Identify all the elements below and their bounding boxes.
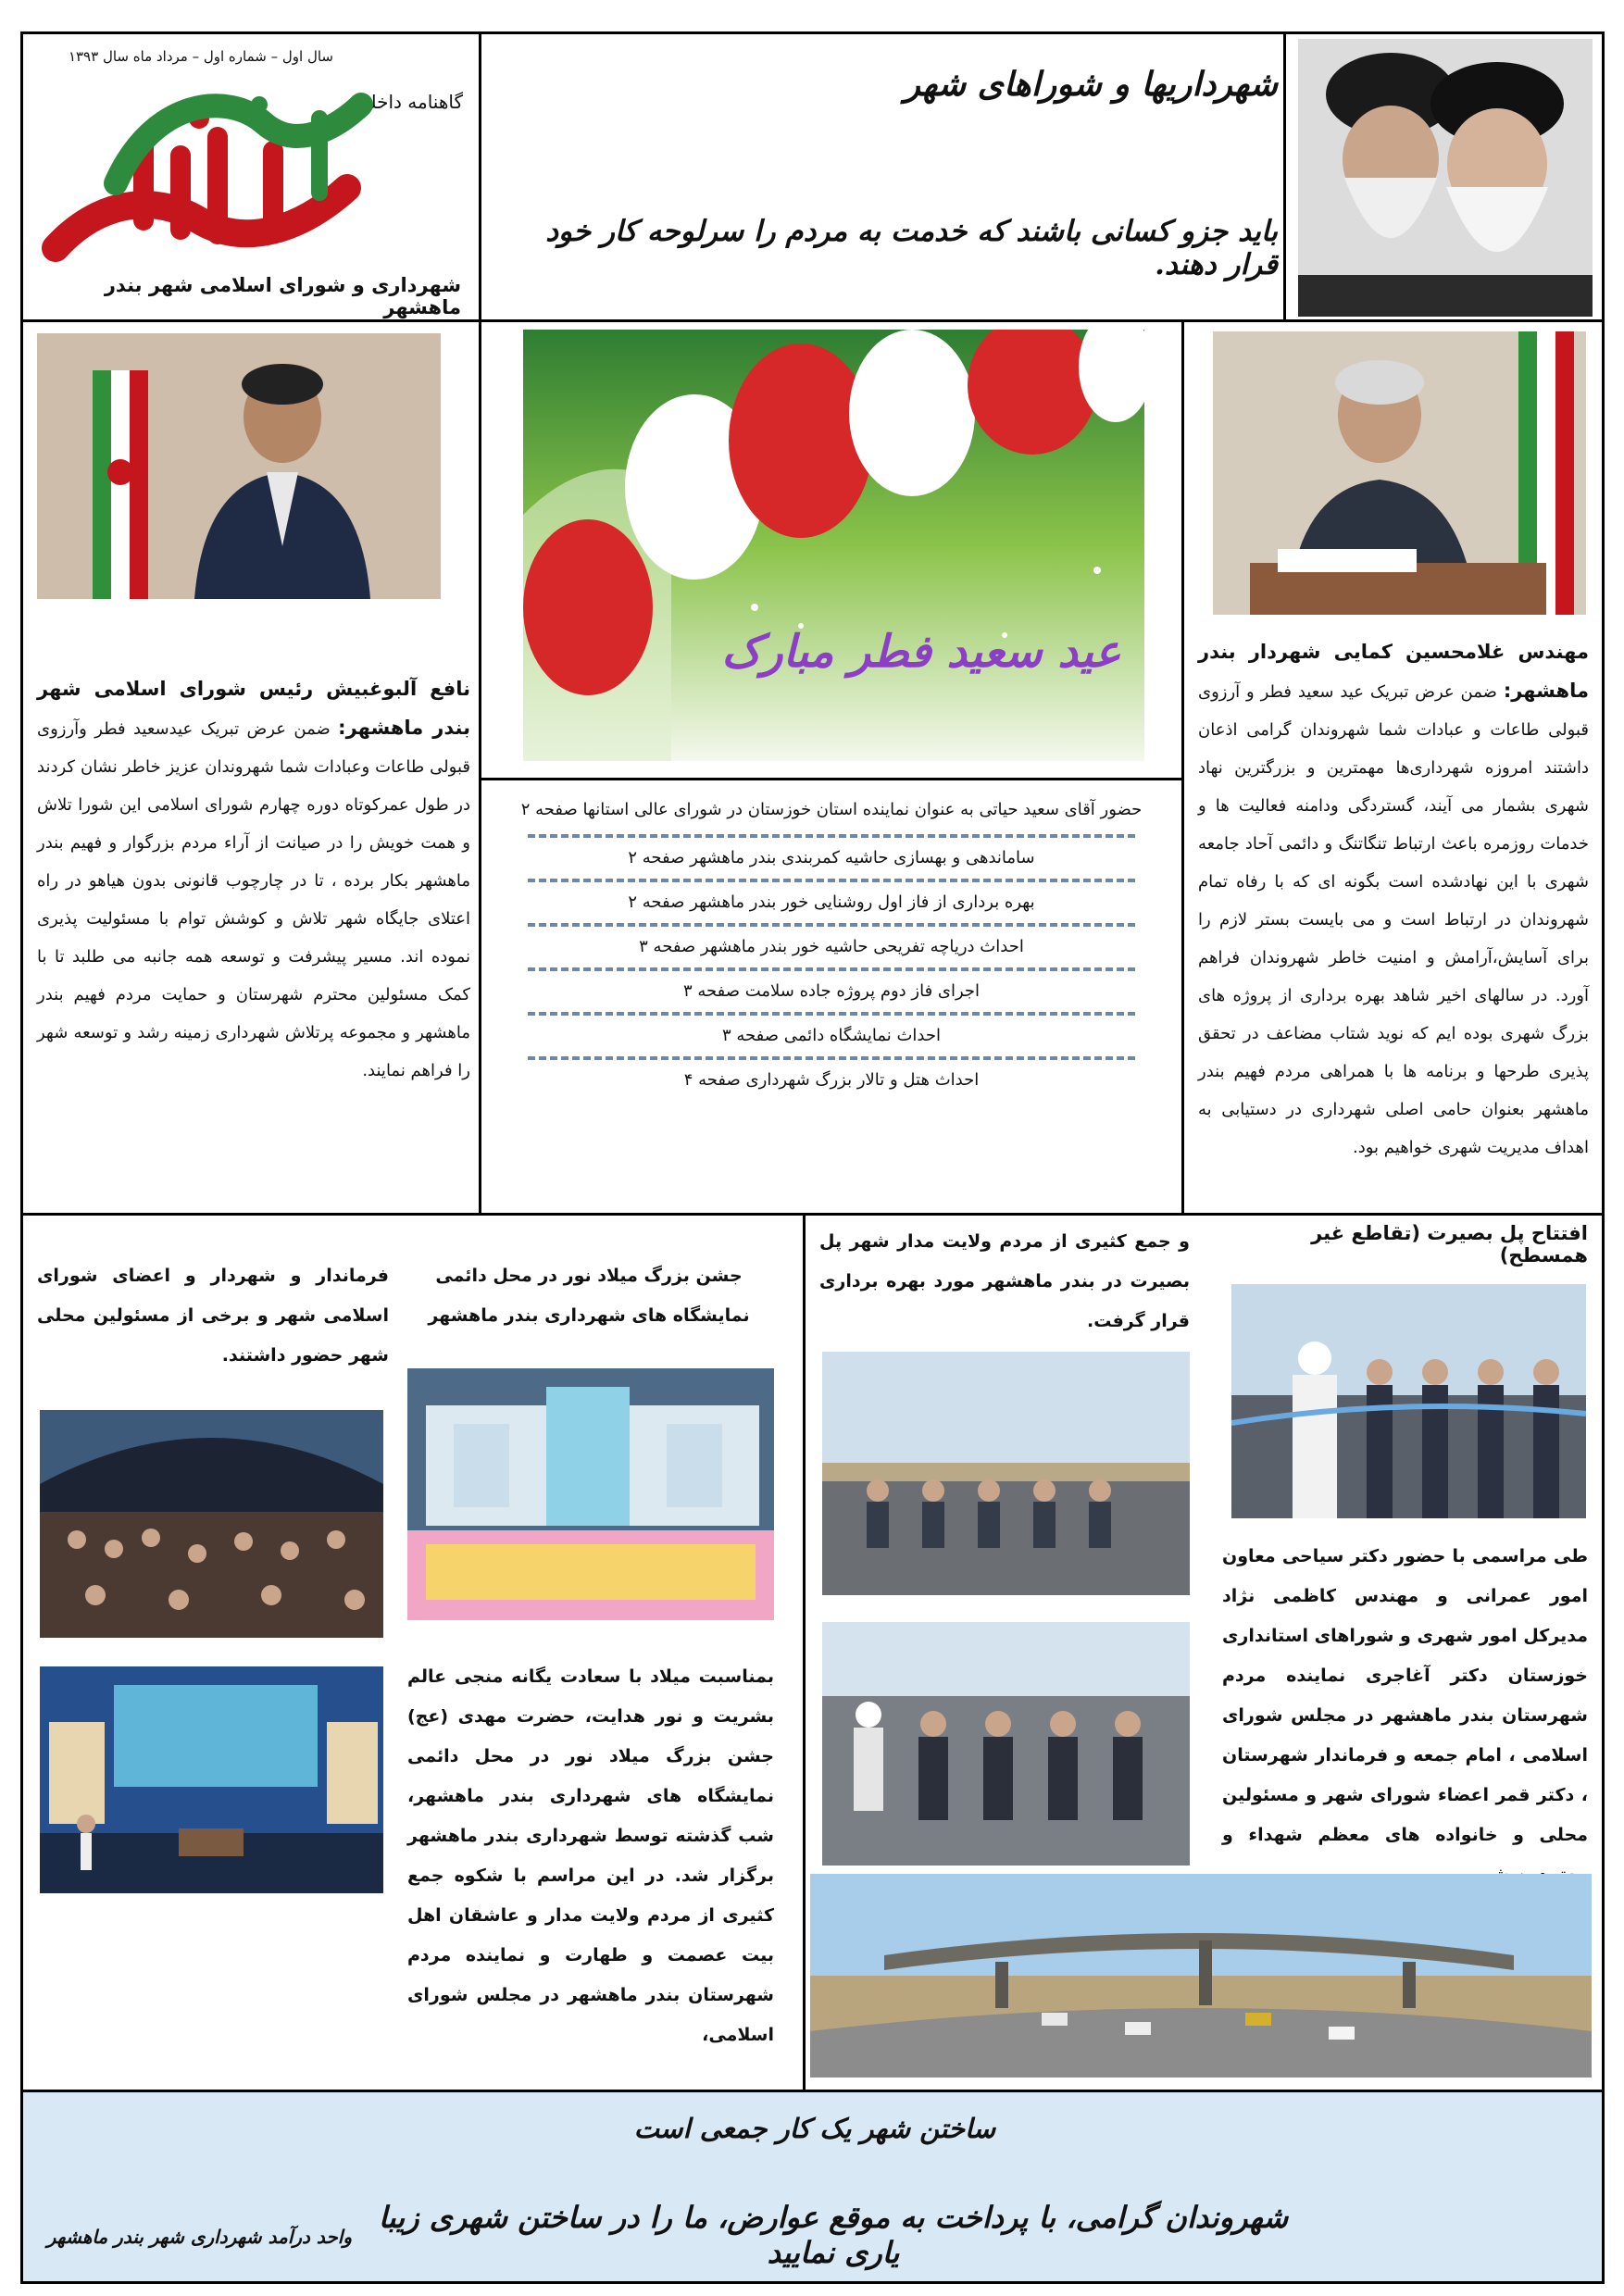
- toc-separator: [528, 1012, 1135, 1016]
- toc-item[interactable]: احداث دریاچه تفریحی حاشیه خور بندر ماهشهر صفحه ۳: [639, 937, 1024, 956]
- toc-item[interactable]: احداث هتل و تالار بزرگ شهرداری صفحه ۴: [683, 1070, 980, 1090]
- toc-item[interactable]: بهره برداری از فاز اول روشنایی خور بندر ماهشهر صفحه ۲: [628, 892, 1035, 912]
- left-article-body: ضمن عرض تبریک عیدسعید فطر وآرزوی قبولی طاعات وعبادات شما شهروندان عزیز خاطر نشان کردند در طول عمرکوتاه دوره چهارم شورای اسلامی این شورا تلاش و همت خویش را در صیانت از آراء مردم بزرگوار و فهیم بندر ماهشهر بکار برده ، تا در چارچوب قانونی بدون هیاهو در راه اعتلای جایگاه شهر تلاش و کوشش توام با مسئولیت پذیری نموده اند. مسیر پیشرفت و توسعه همه جانبه می طلبد تا با کمک مسئولین محترم شهرستان و حمایت مردم فهیم بندر ماهشهر و مجموعه پرتلاش شهرداری زمینه رشد و توسعه شهر را فراهم نمایند.: [37, 719, 470, 1080]
- toc-separator: [528, 1056, 1135, 1060]
- toc-separator: [528, 834, 1135, 838]
- toc-item[interactable]: ساماندهی و بهسازی حاشیه کمربندی بندر ماهشهر صفحه ۲: [628, 848, 1035, 867]
- bridge-title: افتتاح پل بصیرت (تقاطع غیر همسطح): [1311, 1222, 1588, 1267]
- expo-title: جشن بزرگ میلاد نور در محل دائمی نمایشگاه های شهرداری بندر ماهشهر: [428, 1266, 750, 1326]
- toc-separator: [528, 879, 1135, 882]
- toc-list: [491, 794, 1172, 1092]
- right-article: [1198, 633, 1589, 1167]
- council-head-photo: [37, 333, 441, 599]
- expo-attendees-caption: فرماندار و شهردار و اعضای شورای اسلامی شهر و برخی از مسئولین محلی شهر حضور داشتند.: [37, 1266, 389, 1366]
- leaders-portrait: [1298, 39, 1593, 317]
- issue-line: سال اول – شماره اول – مرداد ماه سال ۱۳۹۳: [68, 48, 333, 65]
- slogan-title: شهرداریها و شوراهای شهر: [904, 65, 1278, 104]
- bridge-col-left-text: و جمع کثیری از مردم ولایت مدار شهر پل بصیرت در بندر ماهشهر مورد بهره برداری قرار گرفت.: [819, 1231, 1190, 1331]
- left-article: [37, 670, 470, 1090]
- footer-line2: شهروندان گرامی، با پرداخت به موقع عوارض، ما را در ساختن شهری زیبا یاری نمایید: [378, 2200, 1289, 2270]
- expo-body: بمناسبت میلاد با سعادت یگانه منجی عالم بشریت و نور هدایت، حضرت مهدی (عج) جشن بزرگ میلاد نور در محل دائمی نمایشگاه های شهرداری بندر ماهشهر، شب گذشته توسط شهرداری بندر ماهشهر برگزار شد. در این مراسم با شکوه جمع کثیری از مردم ولایت مدار و عاشقان اهل بیت عصمت و طهارت و نماینده مردم شهرستان بندر ماهشهر در مجلس شورای اسلامی،: [407, 1666, 774, 2045]
- mayor-photo: [1213, 331, 1586, 615]
- slogan-quote: باید جزو کسانی باشند که خدمت به مردم را سرلوحه کار خود قرار دهند.: [545, 215, 1278, 281]
- org-line: شهرداری و شورای اسلامی شهر بندر ماهشهر: [104, 274, 461, 318]
- eid-text: عید سعید فطر مبارک: [721, 626, 1121, 678]
- bridge-panorama-photo: [810, 1874, 1592, 2078]
- eid-banner: [523, 330, 1144, 761]
- toc-separator: [528, 967, 1135, 971]
- toc-separator: [528, 923, 1135, 927]
- ribbon-cutting-photo: [1231, 1284, 1586, 1518]
- expo-crowd-photo: [40, 1410, 383, 1638]
- expo-hall-photo: [407, 1368, 774, 1620]
- right-article-heading: مهندس غلامحسین کمایی شهردار بندر ماهشهر:: [1198, 641, 1589, 702]
- shahr-ma-logo: [42, 81, 384, 267]
- bridge-ceremony-photo-2: [822, 1622, 1190, 1866]
- footer-credit: واحد درآمد شهرداری شهر بندر ماهشهر: [46, 2226, 352, 2248]
- toc-item[interactable]: اجرای فاز دوم پروژه جاده سلامت صفحه ۳: [682, 981, 981, 1001]
- toc-item[interactable]: احداث نمایشگاه دائمی صفحه ۳: [722, 1026, 941, 1045]
- toc-item[interactable]: حضور آقای سعید حیاتی به عنوان نماینده استان خوزستان در شورای عالی استانها صفحه ۲: [520, 800, 1143, 819]
- bridge-body: طی مراسمی با حضور دکتر سیاحی معاون امور عمرانی و مهندس کاظمی نژاد مدیرکل امور شهری و شوراهای استانداری خوزستان دکتر آغاجری نماینده مردم شهرستان بندر ماهشهر در مجلس شورای اسلامی ، امام جمعه و فرماندار شهرستان ، دکتر قمر اعضاء شورای شهر و مسئولین محلی و خانواده های معظم شهداء و: [1221, 1546, 1588, 1845]
- footer-line1: ساختن شهر یک کار جمعی است: [633, 2113, 996, 2144]
- right-article-body: ضمن عرض تبریک عید سعید فطر و آرزوی قبولی طاعات و عبادات شما شهروندان گرامی اذعان داشتند امروزه شهرداری‌ها مهمترین و بزرگترین نهاد شهری بشمار می آیند، گستردگی ودامنه فعالیت ها و خدمات روزمره باعث ارتباط تنگاتنگ و دائمی آحاد جامعه شهری با این نهادشده است بگونه ای که با رفاه تمام شهروندان در ارتباط است و می بایست بستر لازم را برای آسایش،آرامش و امنیت خاطر شهروندان فراهم آورد. در سالهای اخیر شاهد بهره برداری از پروژه های بزرگ شهری بوده ایم که نوید شتاب مضاعف در تحقق پذیری طرحها و برنامه ها با همراهی مردم فهیم بندر ماهشهر بعنوان حامی اصلی شهرداری در دستیابی به اهداف مدیریت شهری خواهیم بود.: [1198, 682, 1589, 1157]
- left-article-heading: نافع آلبوغبیش رئیس شورای اسلامی شهر بندر ماهشهر:: [37, 678, 470, 739]
- bridge-ceremony-photo-1: [822, 1352, 1190, 1595]
- expo-stage-photo: [40, 1666, 383, 1893]
- gahnameh-label: گاهنامه داخلی: [355, 91, 463, 113]
